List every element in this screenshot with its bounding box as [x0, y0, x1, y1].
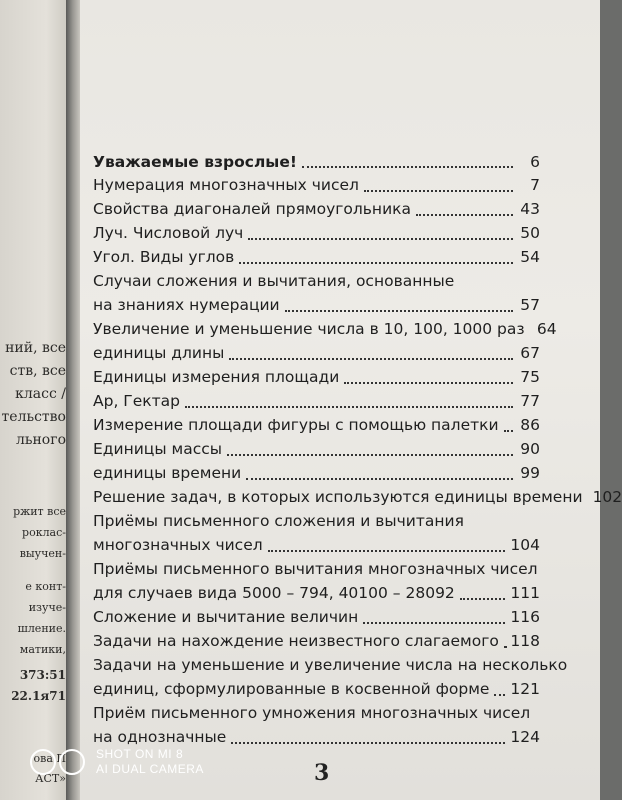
toc-entry-page: 86	[520, 416, 540, 434]
toc-leader-dots	[494, 694, 505, 696]
toc-entry-title: Свойства диагоналей прямоугольника	[93, 200, 411, 218]
toc-leader-dots	[268, 550, 506, 552]
toc-entry	[93, 269, 540, 293]
toc-entry	[93, 485, 622, 509]
toc-leader-dots	[231, 742, 505, 744]
left-page-text: ова П	[33, 752, 66, 765]
toc-entry-page: 90	[520, 440, 540, 458]
toc-entry-page: 124	[510, 728, 540, 746]
toc-entry-title: единицы длины	[93, 344, 225, 362]
toc-entry	[93, 173, 540, 197]
table-of-contents	[93, 152, 622, 749]
toc-entry-page: 64	[536, 320, 557, 338]
toc-entry-page: 77	[520, 392, 540, 410]
left-page-text: изуче-	[28, 601, 66, 614]
toc-entry	[93, 341, 540, 365]
toc-leader-dots	[504, 646, 506, 648]
toc-entry-page: 6	[530, 153, 540, 171]
toc-entry	[93, 152, 540, 173]
toc-entry	[93, 389, 540, 413]
toc-leader-dots	[344, 382, 513, 384]
left-page-text: ний, все	[5, 340, 66, 356]
toc-leader-dots	[248, 238, 513, 240]
toc-entry-title: Нумерация многозначных чисел	[93, 176, 359, 194]
left-page-text: 22.1я71	[11, 689, 66, 703]
toc-entry	[93, 629, 540, 653]
toc-leader-dots	[363, 622, 505, 624]
left-page-text: е конт-	[25, 580, 66, 593]
toc-leader-dots	[416, 214, 513, 216]
toc-leader-dots	[246, 478, 513, 480]
toc-leader-dots	[364, 190, 513, 192]
toc-entry-title: Решение задач, в которых используются единицы времени	[93, 488, 583, 506]
toc-entry	[93, 461, 540, 485]
toc-entry-title: Приёмы письменного сложения и вычитания	[93, 512, 464, 530]
toc-entry	[93, 413, 540, 437]
watermark-ring-icon	[30, 749, 56, 775]
toc-entry-title: для случаев вида 5000 – 794, 40100 – 28092	[93, 584, 455, 602]
page-number: 3	[314, 760, 330, 786]
toc-entry	[93, 557, 540, 581]
toc-entry-title: Задачи на уменьшение и увеличение числа на несколько	[93, 656, 568, 674]
toc-entry-page: 102	[592, 488, 622, 506]
toc-entry	[93, 437, 540, 461]
toc-entry	[93, 653, 568, 677]
toc-entry-title: на однозначные	[93, 728, 227, 746]
toc-entry	[93, 509, 540, 533]
toc-leader-dots	[504, 430, 513, 432]
toc-entry	[93, 701, 540, 725]
toc-entry-title: Единицы массы	[93, 440, 222, 458]
toc-entry-title: Случаи сложения и вычитания, основанные	[93, 272, 455, 290]
toc-entry-page: 54	[520, 248, 540, 266]
toc-entry-page: 43	[520, 200, 540, 218]
toc-entry-page: 67	[520, 344, 540, 362]
toc-leader-dots	[285, 310, 513, 312]
watermark-line-2: AI DUAL CAMERA	[96, 762, 204, 776]
toc-entry-title: Ар, Гектар	[93, 392, 181, 410]
toc-entry	[93, 533, 540, 557]
left-page-text: 373:51	[19, 668, 66, 682]
toc-entry-page: 50	[520, 224, 540, 242]
watermark-line-1: SHOT ON MI 8	[96, 747, 184, 761]
book-gutter	[66, 0, 80, 800]
toc-entry	[93, 221, 540, 245]
watermark-text	[96, 747, 204, 777]
left-page-text: АСТ»	[35, 772, 66, 785]
left-page-text: льного	[15, 432, 66, 448]
toc-entry-title: Измерение площади фигуры с помощью палетки	[93, 416, 499, 434]
left-page-text: шление.	[17, 622, 66, 635]
left-page-text: класс /	[15, 386, 66, 402]
toc-entry	[93, 677, 540, 701]
toc-entry-title: Луч. Числовой луч	[93, 224, 244, 242]
toc-entry-page: 116	[510, 608, 540, 626]
toc-entry-title: Приём письменного умножения многозначных чисел	[93, 704, 531, 722]
toc-leader-dots	[229, 358, 513, 360]
toc-entry	[93, 365, 540, 389]
toc-entry-page: 75	[520, 368, 540, 386]
toc-leader-dots	[239, 262, 513, 264]
toc-entry	[93, 605, 540, 629]
toc-entry-page: 57	[520, 296, 540, 314]
left-page-text: матики,	[19, 643, 66, 656]
toc-entry-page: 121	[510, 680, 540, 698]
toc-entry-title: Приёмы письменного вычитания многозначных чисел	[93, 560, 538, 578]
toc-entry	[93, 317, 557, 341]
toc-entry-page: 7	[530, 176, 540, 194]
toc-entry-title: единицы времени	[93, 464, 242, 482]
left-page-text: выучен-	[19, 547, 66, 560]
toc-leader-dots	[185, 406, 513, 408]
toc-leader-dots	[460, 598, 506, 600]
toc-entry	[93, 581, 540, 605]
toc-entry-page: 99	[520, 464, 540, 482]
toc-entry	[93, 245, 540, 269]
toc-entry-title: Единицы измерения площади	[93, 368, 340, 386]
left-page-fragment	[0, 0, 66, 800]
toc-entry-title: Увеличение и уменьшение числа в 10, 100, 1000 раз	[93, 320, 525, 338]
left-page-text: ржит все	[13, 505, 66, 518]
left-page-text: тельство	[1, 409, 66, 425]
toc-entry-title: Задачи на нахождение неизвестного слагаемого	[93, 632, 499, 650]
toc-entry	[93, 197, 540, 221]
toc-entry	[93, 293, 540, 317]
left-page-text: роклас-	[22, 526, 66, 539]
toc-leader-dots	[302, 166, 513, 168]
toc-entry-title: единиц, сформулированные в косвенной форме	[93, 680, 490, 698]
toc-entry-title: Угол. Виды углов	[93, 248, 235, 266]
watermark-ring-icon	[59, 749, 85, 775]
toc-entry-title: многозначных чисел	[93, 536, 263, 554]
toc-entry-page: 111	[510, 584, 540, 602]
toc-leader-dots	[227, 454, 513, 456]
toc-entry-title: на знаниях нумерации	[93, 296, 280, 314]
toc-entry-page: 104	[510, 536, 540, 554]
camera-watermark	[30, 742, 204, 782]
left-page-text: ств, все	[9, 363, 66, 379]
toc-entry-title: Уважаемые взрослые!	[93, 153, 297, 171]
toc-entry-page: 118	[510, 632, 540, 650]
toc-entry-title: Сложение и вычитание величин	[93, 608, 359, 626]
